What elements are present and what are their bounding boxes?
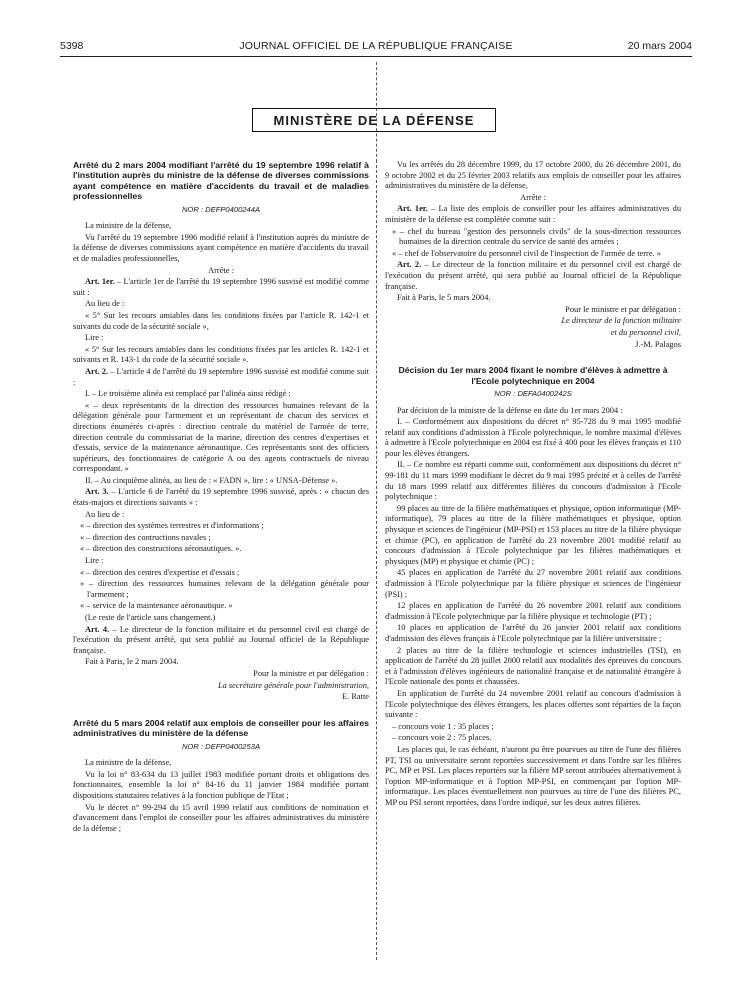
paragraph: 2 places au titre de la filière technologie et sciences industrielles (TSI), en application de l'arrêté du 28 juillet 2000 relatif aux modalités des épreuves du concours et à l'admission d'élèves ingénieurs de nationalité française et de nationalité étrangère à l'Ecole nationale des ponts et chaussées. [385, 645, 681, 687]
paragraph: Fait à Paris, le 5 mars 2004. [397, 293, 491, 303]
quote: « – deux représentants de la direction des ressources humaines relevant de la délégation générale pour l'armement et un représentant de chacun des services et directions énumérés ci-après : direction centrale du matériel de l'armée de terre, direction centrale du commissariat de la marine, direction des centres d'expertises et d'essais, service de la maintenance aéronautique. Ces représentants sont des officiers supérieurs, des fonctionnaires de catégorie A ou des agents contractuels de niveau correspondant. » [73, 400, 369, 474]
signature-name: E. Ratte [342, 692, 369, 702]
nor-reference: NOR : DEFA0400242S [494, 388, 572, 398]
article: Art. 2. – Le directeur de la fonction militaire et du personnel civil est chargé de l'exécution du présent arrêté, qui sera publié au Journal officiel de la République française. [385, 260, 681, 291]
paragraph: Fait à Paris, le 2 mars 2004. [85, 657, 179, 667]
paragraph: II. – Ce nombre est réparti comme suit, conformément aux dispositions du décret n° 99-181 du 11 mars 1999 modifiant le décret du 9 mai 1995 précité et à celles de l'arrêté du 18 mars 1999 relatif aux différentes filières du concours d'admission à l'Ecole polytechnique : [385, 460, 681, 502]
paragraph: Au lieu de : [85, 509, 125, 519]
right-column [385, 160, 681, 809]
paragraph: I. – Conformément aux dispositions du décret n° 95-728 du 9 mai 1995 modifié relatif aux conditions d'admission à l'Ecole polytechnique, le nombre maximal d'élèves à admettre à l'Ecole polytechnique en 2004 est fixé à 400 pour les élèves français et 110 pour les élèves étrangers. [385, 417, 681, 458]
paragraph: Vu le décret n° 99-294 du 15 avril 1999 relatif aux conditions de nomination et d'avancement dans l'emploi de conseiller pour les affaires administratives du ministère de la défense ; [73, 802, 369, 833]
arrete-label: Arrête : [520, 192, 546, 202]
list-item: « – direction des ressources humaines relevant de la délégation générale pour l'armement ; [80, 579, 369, 599]
paragraph: I. – Le troisième alinéa est remplacé par l'alinéa ainsi rédigé : [85, 389, 291, 399]
issue-date: 20 mars 2004 [627, 40, 692, 52]
paragraph: Vu la loi n° 83-634 du 13 juillet 1983 modifiée portant droits et obligations des fonctionnaires, ensemble la loi n° 84-16 du 11 janvier 1984 modifiée portant dispositions statutaires relatives à la fonction publique de l'Etat ; [73, 769, 369, 800]
article: Art. 3. – L'article 6 de l'arrêté du 19 septembre 1996 susvisé, après : « chacun des états-majors et directions suivants » : [73, 487, 369, 508]
arrete-label: Arrête : [208, 265, 234, 275]
page-header [60, 40, 692, 56]
ministry-heading: MINISTÈRE DE LA DÉFENSE [252, 108, 496, 132]
signature-line: Pour la ministre et par délégation : [253, 668, 369, 678]
nor-reference: NOR : DEFP0400244A [181, 204, 261, 214]
list-item: « – chef du bureau "gestion des personnels civils" de la sous-direction ressources humaines de la direction centrale du service de santé des armées ; [392, 226, 681, 247]
page-number: 5398 [60, 40, 84, 52]
spacer [385, 351, 681, 365]
spacer [73, 704, 369, 718]
signature-title: et du personnel civil, [610, 327, 681, 337]
signature-line: Pour le ministre et par délégation : [565, 304, 681, 314]
list-item: « – direction des centres d'expertise et d'essais ; [80, 567, 240, 577]
signature-title: Le directeur de la fonction militaire [561, 316, 681, 326]
decision-title: Décision du 1er mars 2004 fixant le nombre d'élèves à admettre à l'Ecole polytechnique en 2004 [398, 365, 668, 386]
list-item: « – direction des contructions navales ; [80, 532, 211, 542]
paragraph: II. – Au cinquième alinéa, au lieu de : « FADN », lire : « UNSA-Défense ». [85, 475, 338, 485]
paragraph: La ministre de la défense, [85, 758, 172, 768]
paragraph: 99 places au titre de la filière mathématiques et physique, option informatique (MP-informatique), 79 places au titre de la filière mathématiques et physique, option physique et sciences de l'ingénieur (MP-PSI) et 153 places au titre de la filière physique et chimie (PC), en application de l'arrêté du 23 novembre 2001 modifié relatif au concours d'admission à l'Ecole polytechnique par les filières mathématiques et physiques (MP) et physique et chimie (PC) ; [385, 503, 681, 566]
paragraph: Lire : [85, 333, 104, 343]
signature-title: La secrétaire générale pour l'administration, [217, 680, 369, 690]
list-item: « – chef de l'observatoire du personnel civil de l'inspection de l'armée de terre. » [392, 248, 661, 258]
article: Art. 2. – L'article 4 de l'arrêté du 19 septembre 1996 susvisé est modifié comme suit : [73, 366, 369, 387]
paragraph: Les places qui, le cas échéant, n'auront pu être pourvues au titre de l'une des filières PT, TSI ou universitaire seront reportées successivement et dans l'ordre sur les filières PC, MP et PSI. Les places reportées sur la filière MP seront attribuées alternativement à l'option MP-informatique et à l'option MP-PSI, en commençant par l'option MP-informatique. Les places éventuellement non pourvues au titre de l'une des filières PC, MP ou PSI seront reportées, dans l'ordre indiqué, sur les deux autres filières. [385, 744, 681, 807]
journal-title: JOURNAL OFFICIEL DE LA RÉPUBLIQUE FRANÇAISE [239, 40, 513, 52]
list-item: « – direction des systèmes terrestres et d'informations ; [80, 521, 264, 531]
left-column [73, 160, 369, 835]
article: Art. 1er. – La liste des emplois de conseiller pour les affaires administratives du ministère de la défense est complétée comme suit : [385, 204, 682, 224]
paragraph: Vu les arrêtés du 28 décembre 1999, du 17 octobre 2000, du 26 décembre 2001, du 9 octobre 2002 et du 25 février 2003 relatifs aux emplois de conseiller pour les affaires administratives du ministère de la défense, [385, 160, 681, 191]
list-item: « – direction des constructions aéronautiques. ». [80, 544, 242, 554]
paragraph: En application de l'arrêté du 24 novembre 2001 relatif au concours d'admission à l'Ecole polytechnique des élèves étrangers, les places offertes sont réparties de la façon suivante : [385, 688, 681, 720]
nor-reference: NOR : DEFP0400253A [181, 741, 261, 751]
column-divider [376, 160, 377, 960]
paragraph: 10 places en application de l'arrêté du 26 janvier 2001 relatif aux conditions d'admission des élèves français à l'Ecole polytechnique par la filière universitaire ; [385, 623, 681, 643]
article: Art. 4. – Le directeur de la fonction militaire et du personnel civil est chargé de l'exécution du présent arrêté, qui sera publié au Journal officiel de la République française. [73, 624, 369, 655]
header-rule [60, 56, 692, 57]
quote: « 5° Sur les recours amiables dans les conditions fixées par les articles R. 142-1 et suivants et R. 143-1 du code de la sécurité sociale ». [73, 344, 369, 365]
signature-name: J.-M. Palagos [635, 339, 681, 349]
list-item: – concours voie 1 : 35 places ; [392, 721, 494, 731]
list-item: « – service de la maintenance aéronautique. » [80, 601, 233, 611]
paragraph: 45 places en application de l'arrêté du 27 novembre 2001 relatif aux conditions d'admission à l'Ecole polytechnique par la filière physique et sciences de l'ingénieur (PSI) ; [385, 568, 681, 599]
paragraph: Par décision de la ministre de la défense en date du 1er mars 2004 : [397, 405, 623, 415]
quote: « 5° Sur les recours amiables dans les conditions fixées par l'article R. 142-1 et suivants du code de la sécurité sociale », [73, 310, 369, 331]
paragraph: (Le reste de l'article sans changement.) [85, 613, 216, 622]
paragraph: Lire : [85, 556, 104, 566]
decree-title: Arrêté du 5 mars 2004 relatif aux emplois de conseiller pour les affaires administratives du ministère de la défense [73, 717, 369, 739]
paragraph: La ministre de la défense, [85, 221, 172, 231]
paragraph: 12 places en application de l'arrêté du 26 novembre 2001 relatif aux conditions d'admission à l'Ecole polytechnique par la filière physique et technologie (PT) ; [385, 601, 681, 621]
article: Art. 1er. – L'article 1er de l'arrêté du 19 septembre 1996 susvisé est modifié comme suit : [73, 277, 369, 297]
decree-title: Arrêté du 2 mars 2004 modifiant l'arrêté du 19 septembre 1996 relatif à l'institution auprès du ministre de la défense de diverses commissions ayant compétence en matière d'accidents du travail et de maladies professionnelles [73, 160, 369, 202]
paragraph: Vu l'arrêté du 19 septembre 1996 modifié relatif à l'institution auprès du ministre de la défense de diverses commissions ayant compétence en matière d'accidents du travail et de maladies professionnelles, [73, 232, 369, 263]
paragraph: Au lieu de : [85, 299, 125, 309]
list-item: – concours voie 2 : 75 places. [392, 733, 492, 743]
